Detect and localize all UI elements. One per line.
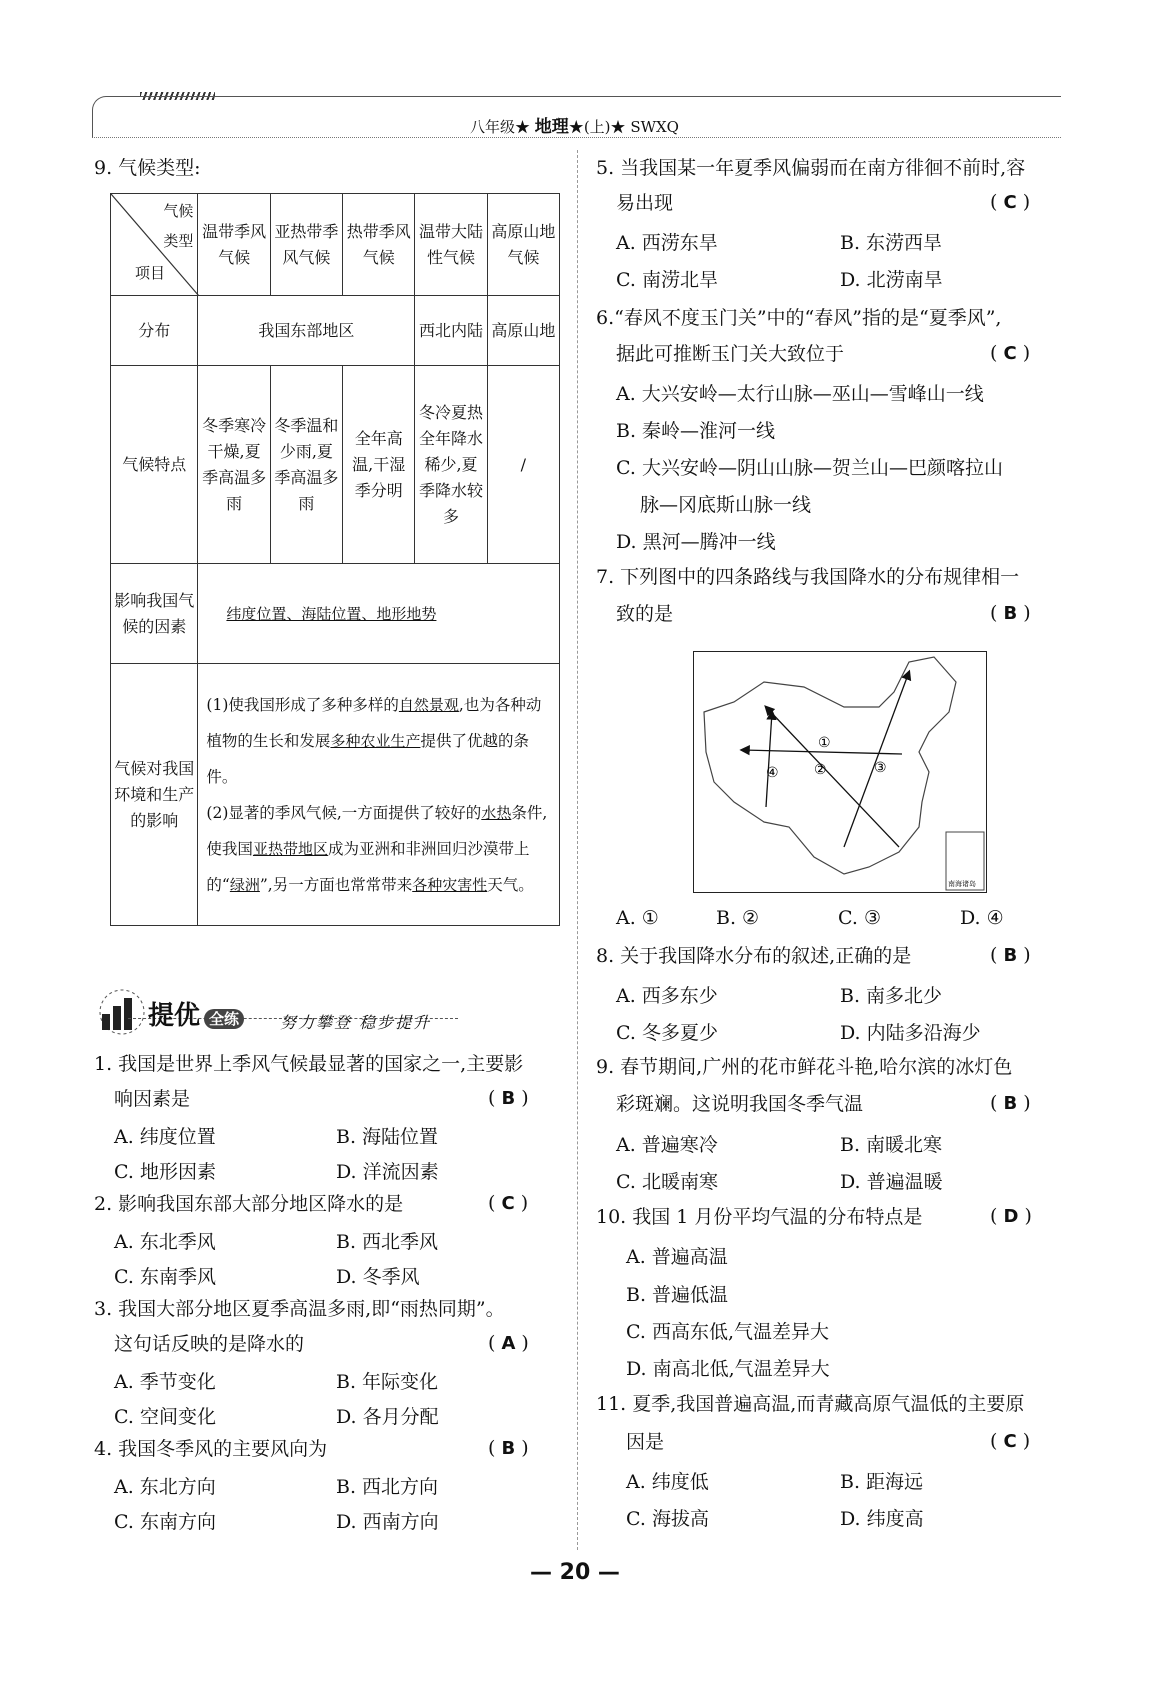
rq6-opt-d: D. 黑河—腾冲一线 [616, 531, 776, 553]
lq4-opt-d: D. 西南方向 [336, 1511, 439, 1533]
q9-stem: 9. 气候类型: [94, 157, 201, 179]
row-label-effects: 气候对我国环境和生产的影响 [111, 664, 198, 926]
lq3-stem: 3. 我国大部分地区夏季高温多雨,即“雨热同期”。 [94, 1298, 505, 1320]
rq11-answer: ( C ) [990, 1430, 1031, 1452]
rq11-opt-d: D. 纬度高 [840, 1508, 924, 1530]
lq1-opt-b: B. 海陆位置 [336, 1126, 439, 1148]
banner-subtitle: 努力攀登 稳步提升 [280, 1013, 432, 1032]
lq3-stem2: 这句话反映的是降水的 [114, 1333, 305, 1355]
bar-chart-icon [94, 988, 150, 1036]
type-4: 温带大陆性气候 [415, 194, 487, 296]
feat-2: 冬季温和少雨,夏季高温多雨 [270, 366, 342, 564]
rq11-opt-c: C. 海拔高 [626, 1508, 709, 1530]
effects-cell: (1)使我国形成了多种多样的自然景观,也为各种动植物的生长和发展多种农业生产提供了优越的条件。 (2)显著的季风气候,一方面提供了较好的水热条件,使我国亚热带地区成为亚洲和非洲回归沙漠带上的“绿洲”,另一方面也常常带来各种灾害性天气。 [198, 664, 560, 926]
rq7-stem2: 致的是 [616, 603, 674, 625]
feat-5: / [487, 366, 559, 564]
rq8-opt-d: D. 内陆多沿海少 [840, 1022, 981, 1044]
rq11-opt-b: B. 距海远 [840, 1471, 924, 1493]
lq3-opt-a: A. 季节变化 [114, 1371, 216, 1393]
row-label-features: 气候特点 [111, 366, 198, 564]
inset-label: 南海诸岛 [948, 880, 976, 888]
page-number: — 20 — [530, 1560, 620, 1585]
feat-3: 全年高温,干湿季分明 [343, 366, 415, 564]
row-label-distribution: 分布 [111, 296, 198, 366]
lq4-answer: ( B ) [488, 1437, 529, 1459]
factor-answer: 纬度位置、海陆位置、地形地势 [226, 604, 437, 623]
rq8-stem: 8. 关于我国降水分布的叙述,正确的是 [596, 945, 912, 967]
feat-1: 冬季寒冷干燥,夏季高温多雨 [198, 366, 270, 564]
rq5-stem2: 易出现 [616, 192, 674, 214]
china-map [693, 651, 987, 893]
lq1-opt-a: A. 纬度位置 [114, 1126, 216, 1148]
type-1: 温带季风气候 [198, 194, 270, 296]
rq9-opt-a: A. 普遍寒冷 [616, 1134, 718, 1156]
route-label-4: ④ [766, 765, 779, 781]
rq9-answer: ( B ) [990, 1092, 1031, 1114]
rq11-opt-a: A. 纬度低 [626, 1471, 709, 1493]
header-text: 八年级★ 地理★(上)★ SWXQ [470, 117, 679, 137]
lq2-opt-b: B. 西北季风 [336, 1231, 439, 1253]
rq8-opt-a: A. 西多东少 [616, 985, 718, 1007]
rq9-opt-d: D. 普遍温暖 [840, 1171, 943, 1193]
rq6-opt-c: C. 大兴安岭—阴山山脉—贺兰山—巴颜喀拉山 [616, 457, 1003, 479]
dist-plateau: 高原山地 [487, 296, 559, 366]
rq9-opt-b: B. 南暖北寒 [840, 1134, 943, 1156]
lq1-stem2: 响因素是 [114, 1088, 191, 1110]
route-label-2: ② [814, 762, 827, 778]
rq10-answer: ( D ) [990, 1205, 1032, 1227]
row-label-factors: 影响我国气候的因素 [111, 564, 198, 664]
rq5-opt-b: B. 东涝西旱 [840, 232, 943, 254]
route-label-1: ① [818, 735, 831, 751]
rq6-opt-a: A. 大兴安岭—太行山脉—巫山—雪峰山一线 [616, 383, 984, 405]
rq10-opt-b: B. 普遍低温 [626, 1284, 729, 1306]
lq4-opt-c: C. 东南方向 [114, 1511, 216, 1533]
banner-title: 提优 全练 [148, 995, 244, 1032]
rq8-answer: ( B ) [990, 944, 1031, 966]
lq2-opt-d: D. 冬季风 [336, 1266, 420, 1288]
route-label-3: ③ [874, 760, 887, 776]
table-corner: 气候 类型 项目 [111, 194, 198, 296]
rq11-stem2: 因是 [626, 1431, 665, 1453]
lq1-answer: ( B ) [488, 1087, 529, 1109]
rq8-opt-c: C. 冬多夏少 [616, 1022, 718, 1044]
feat-4: 冬冷夏热全年降水稀少,夏季降水较多 [415, 366, 487, 564]
rq10-opt-a: A. 普遍高温 [626, 1246, 728, 1268]
rq10-opt-d: D. 南高北低,气温差异大 [626, 1358, 830, 1380]
type-5: 高原山地气候 [487, 194, 559, 296]
lq2-answer: ( C ) [488, 1192, 529, 1214]
rq7-opt-a: A. ① [616, 907, 659, 929]
rq6-answer: ( C ) [990, 342, 1031, 364]
rq7-opt-b: B. ② [716, 907, 760, 929]
lq4-opt-b: B. 西北方向 [336, 1476, 439, 1498]
type-3: 热带季风气候 [343, 194, 415, 296]
rq8-opt-b: B. 南多北少 [840, 985, 943, 1007]
type-2: 亚热带季风气候 [270, 194, 342, 296]
rq9-stem2: 彩斑斓。这说明我国冬季气温 [616, 1093, 864, 1115]
lq3-opt-c: C. 空间变化 [114, 1406, 216, 1428]
rq5-stem: 5. 当我国某一年夏季风偏弱而在南方徘徊不前时,容 [596, 157, 1026, 179]
lq2-opt-a: A. 东北季风 [114, 1231, 216, 1253]
lq4-stem: 4. 我国冬季风的主要风向为 [94, 1438, 328, 1460]
lq2-opt-c: C. 东南季风 [114, 1266, 216, 1288]
rq6-opt-c-cont: 脉—冈底斯山脉一线 [640, 494, 812, 516]
rq7-opt-c: C. ③ [838, 907, 881, 929]
dist-east: 我国东部地区 [198, 296, 415, 366]
rq9-stem: 9. 春节期间,广州的花市鲜花斗艳,哈尔滨的冰灯色 [596, 1056, 1013, 1078]
lq1-opt-d: D. 洋流因素 [336, 1161, 439, 1183]
rq7-stem: 7. 下列图中的四条路线与我国降水的分布规律相一 [596, 566, 1020, 588]
climate-table [110, 193, 560, 926]
lq3-answer: ( A ) [488, 1332, 529, 1354]
rq6-opt-b: B. 秦岭—淮河一线 [616, 420, 776, 442]
lq4-opt-a: A. 东北方向 [114, 1476, 216, 1498]
rq6-stem2: 据此可推断玉门关大致位于 [616, 343, 845, 365]
rq10-opt-c: C. 西高东低,气温差异大 [626, 1321, 829, 1343]
lq1-opt-c: C. 地形因素 [114, 1161, 216, 1183]
rq5-opt-d: D. 北涝南旱 [840, 269, 943, 291]
rq10-stem: 10. 我国 1 月份平均气温的分布特点是 [596, 1206, 923, 1228]
dist-nw: 西北内陆 [415, 296, 487, 366]
rq5-answer: ( C ) [990, 191, 1031, 213]
column-divider [577, 150, 578, 1550]
rq9-opt-c: C. 北暖南寒 [616, 1171, 718, 1193]
rq5-opt-a: A. 西涝东旱 [616, 232, 718, 254]
lq3-opt-d: D. 各月分配 [336, 1406, 439, 1428]
rq11-stem: 11. 夏季,我国普遍高温,而青藏高原气温低的主要原 [596, 1393, 1025, 1415]
rq6-stem: 6.“春风不度玉门关”中的“春风”指的是“夏季风”, [596, 307, 1002, 329]
lq1-stem: 1. 我国是世界上季风气候最显著的国家之一,主要影 [94, 1053, 524, 1075]
rq7-opt-d: D. ④ [960, 907, 1004, 929]
rq7-answer: ( B ) [990, 602, 1031, 624]
lq3-opt-b: B. 年际变化 [336, 1371, 439, 1393]
rq5-opt-c: C. 南涝北旱 [616, 269, 718, 291]
lq2-stem: 2. 影响我国东部大部分地区降水的是 [94, 1193, 404, 1215]
